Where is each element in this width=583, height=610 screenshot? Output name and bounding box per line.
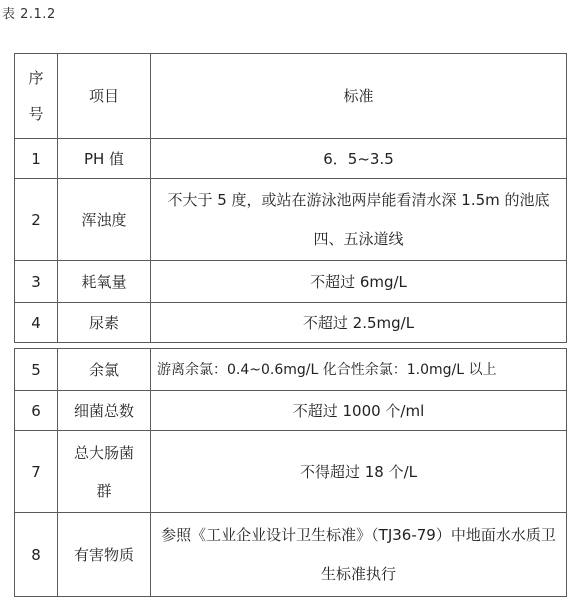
water-quality-table-part-1 xyxy=(14,53,567,343)
table-row xyxy=(15,513,567,597)
row-item-cell: 余氯 xyxy=(58,349,151,391)
header-no-line2: 号 xyxy=(28,105,44,123)
row-standard-cell: 游离余氯：0.4~0.6mg/L 化合性余氯：1.0mg/L 以上 xyxy=(151,349,567,391)
table-row xyxy=(15,431,567,513)
water-quality-table-part-2 xyxy=(14,348,567,597)
row-no-cell: 6 xyxy=(15,391,58,431)
row-standard-cell: 不得超过 18 个/L xyxy=(151,431,567,513)
row-no-cell: 2 xyxy=(15,179,58,261)
row-item-line1: 总大肠菌 xyxy=(73,443,134,462)
row-item-cell: 耗氧量 xyxy=(58,261,151,303)
row-item-cell: 有害物质 xyxy=(58,513,151,597)
row-no-cell: 1 xyxy=(15,139,58,179)
row-no-cell: 5 xyxy=(15,349,58,391)
table-caption: 表 2.1.2 xyxy=(2,7,56,22)
table-header-row xyxy=(15,54,567,139)
row-item-cell: PH 值 xyxy=(58,139,151,179)
header-item-cell: 项目 xyxy=(58,54,151,139)
table-row xyxy=(15,303,567,343)
table-row xyxy=(15,139,567,179)
row-no-cell: 3 xyxy=(15,261,58,303)
row-no-cell: 4 xyxy=(15,303,58,343)
row-standard-cell: 6．5~3.5 xyxy=(151,139,567,179)
table-row xyxy=(15,391,567,431)
row-item-cell: 浑浊度 xyxy=(58,179,151,261)
row-standard-cell: 不大于 5 度，或站在游泳池两岸能看清水深 1.5m 的池底四、五泳道线 xyxy=(151,179,567,261)
row-standard-cell: 不超过 1000 个/ml xyxy=(151,391,567,431)
header-no-line1: 序 xyxy=(28,69,44,87)
table-row xyxy=(15,179,567,261)
row-item-cell xyxy=(58,431,151,513)
row-item-line2: 群 xyxy=(96,481,112,500)
row-item-cell: 细菌总数 xyxy=(58,391,151,431)
table-row xyxy=(15,349,567,391)
row-standard-cell: 不超过 6mg/L xyxy=(151,261,567,303)
header-no-cell xyxy=(15,54,58,139)
row-standard-cell: 不超过 2.5mg/L xyxy=(151,303,567,343)
header-standard-cell: 标准 xyxy=(151,54,567,139)
row-no-cell: 7 xyxy=(15,431,58,513)
table-row xyxy=(15,261,567,303)
row-standard-cell: 参照《工业企业设计卫生标准》（TJ36-79）中地面水水质卫生标准执行 xyxy=(151,513,567,597)
row-no-cell: 8 xyxy=(15,513,58,597)
row-item-cell: 尿素 xyxy=(58,303,151,343)
